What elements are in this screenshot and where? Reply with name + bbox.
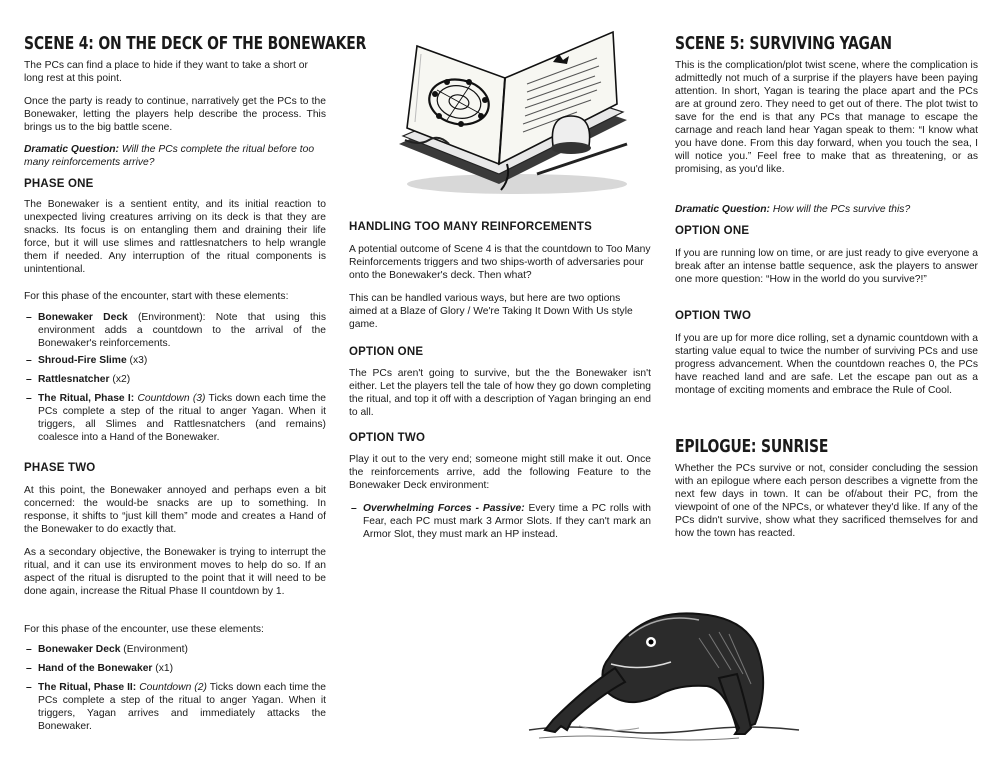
dq-text: Will the PCs complete the ritual before too many reinforcements arrive? [24, 144, 315, 168]
phase-one-description: The Bonewaker is a sentient entity, and its initial reaction to unexpected living creatures arriving on its deck is that they are snacks. Its focus is on entangling them and draining their life force, but it will use slimes and rattlesnatchers to help wrangle them if needed. Any interruption of the ritual components is unintentional. [24, 199, 326, 275]
phase-two-elements-list [24, 643, 326, 733]
reinforcements-intro: A potential outcome of Scene 4 is that the countdown to Too Many Reinforcements triggers and two ships-worth of adversaries pour onto the Bonewaker's deck. Then what? [349, 244, 651, 281]
list-item: – Overwhelming Forces - Passive: Every time a PC rolls with Fear, each PC must mark 3 Armor Slots. If they can't mark an Armor Slot, they must mark an HP instead. [349, 502, 651, 541]
scene4-transition: Once the party is ready to continue, narratively get the PCs to the Bonewaker, letting the players help describe the process. This brings us to the big battle scene. [24, 96, 326, 133]
open-book-illustration [377, 24, 639, 204]
list-item: – The Ritual, Phase I: Countdown (3) Ticks down each time the PCs complete a step of the ritual to anger Yagan. When it triggers, all Slimes and Rattlesnatchers (and remains) coalesce into a Hand of the Bonewaker. [24, 392, 326, 444]
reinforcements-option-one-title: OPTION ONE [349, 346, 424, 358]
scene5-option-one-text: If you are running low on time, or are just ready to give everyone a break after an intense battle sequence, ask the players to answer one more question: “How in the world do you survive?!” [675, 248, 978, 285]
reinforcements-options-intro: This can be handled various ways, but here are two options aimed at a Blaze of Glory / We're Taking It Down With Us style game. [349, 293, 633, 330]
list-item: – Shroud-Fire Slime (x3) [24, 354, 326, 367]
list-item: – Rattlesnatcher (x2) [24, 373, 326, 386]
reinforcements-heading: HANDLING TOO MANY REINFORCEMENTS [349, 221, 593, 233]
book-icon [377, 24, 639, 204]
phase-one-elements-intro: For this phase of the encounter, start with these elements: [24, 291, 289, 302]
creature-icon [519, 598, 819, 763]
scene5-option-two-title: OPTION TWO [675, 310, 752, 322]
scene5-option-one-title: OPTION ONE [675, 225, 750, 237]
epilogue-heading: EPILOGUE: SUNRISE [675, 436, 829, 457]
reinforcements-option-one-text: The PCs aren't going to survive, but the the Bonewaker isn't either. Let the players tell the tale of how they go down completing the ritual, and top it off with a description of Yagan bringing an end to all. [349, 368, 651, 418]
phase-two-title: PHASE TWO [24, 462, 96, 474]
feature-list [349, 502, 651, 541]
scene5-dramatic-question [675, 203, 978, 216]
scene5-intro: This is the complication/plot twist scene, where the complication is admittedly not much of a surprise if the players have been paying attention. In short, Yagan is tearing the place apart and the PCs are at ground zero. They need to get out of there. The plot twist to save for the end is that any PCs that manage to escape the carnage and reach land hear Yagan speak to them: “I know what you have done. From this day forward, when you touch the sea, I will notice you.” Feel free to make that as threatening, or as promising, as you'd like. [675, 60, 978, 175]
reinforcements-option-two-title: OPTION TWO [349, 432, 426, 444]
phase-two-elements-intro: For this phase of the encounter, use these elements: [24, 624, 264, 635]
reinforcements-option-two-text: Play it out to the very end; someone might still make it out. Once the reinforcements arrive, add the following Feature to the Bonewaker Deck environment: [349, 454, 651, 491]
phase-one-elements-list [24, 311, 326, 444]
scene5-option-two-text: If you are up for more dice rolling, set a dynamic countdown with a starting value equal to twice the number of surviving PCs and use progress advancement. When the countdown reaches 0, the PCs have reached land and are safe. Let the escape pan out as a montage of exciting moments and embrace the Rule of Cool. [675, 333, 978, 396]
scene4-dramatic-question [24, 143, 326, 169]
scene5-heading: SCENE 5: SURVIVING YAGAN [675, 33, 892, 54]
list-item: – The Ritual, Phase II: Countdown (2) Ticks down each time the PCs complete a step of the ritual to anger Yagan. When it triggers, Yagan arrives and immediately attacks the Bonewaker. [24, 681, 326, 733]
phase-two-description: At this point, the Bonewaker annoyed and perhaps even a bit concerned: the would-be snacks are up to something. In response, it shifts to “just kill them” mode and creates a Hand of the Bonewaker to do exactly that. [24, 485, 326, 535]
scene4-intro: The PCs can find a place to hide if they want to take a short or long rest at this point. [24, 60, 308, 84]
list-item: – Bonewaker Deck (Environment): Note that using this environment adds a countdown to the arrival of the Bonewaker's reinforcements. [24, 311, 326, 350]
dq-label: Dramatic Question: [24, 144, 119, 155]
phase-two-secondary-objective: As a secondary objective, the Bonewaker is trying to interrupt the ritual, and it can use its environment moves to help do so. If an aspect of the ritual is disrupted to the point that it will need to be done again, increase the Ritual Phase II countdown by 1. [24, 547, 326, 597]
sea-creature-illustration [519, 598, 819, 763]
scene4-heading: SCENE 4: ON THE DECK OF THE BONEWAKER [24, 33, 367, 54]
phase-one-title: PHASE ONE [24, 178, 94, 190]
epilogue-text: Whether the PCs survive or not, consider concluding the session with an epilogue where each person describes a vignette from the next few days in town. It can be of/about their PC, from the viewpoint of one of the NPCs, or whatever they'd like. If any of the PCs didn't survive, show what they sacrificed themselves for and how the town has reacted. [675, 463, 978, 539]
list-item: – Bonewaker Deck (Environment) [24, 643, 326, 656]
dq-text: How will the PCs survive this? [769, 204, 911, 215]
dq-label: Dramatic Question: [675, 204, 770, 215]
list-item: – Hand of the Bonewaker (x1) [24, 662, 326, 675]
